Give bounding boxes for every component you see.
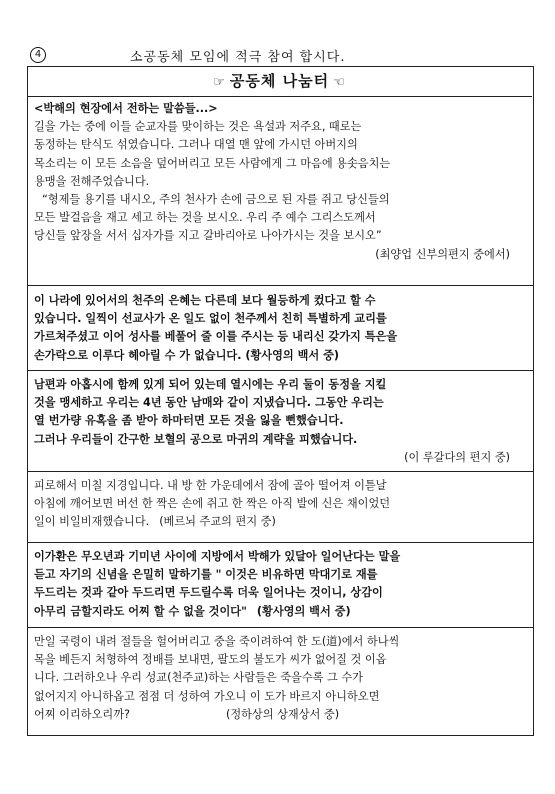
text-line: 그러나 우리들이 간구한 보혈의 공으로 마귀의 계략을 피했습니다. [34,432,358,446]
text-line: 이가환은 무오년과 기미년 사이에 지방에서 박해가 있달아 일어난다는 말을 [34,550,401,563]
text-line: 두드리는 것과 같아 두드리면 두드릴수록 더욱 일어나는 것이니, 상감이 [34,586,383,600]
quote-line: 당신들 앞장을 서서 십자가를 지고 갈바리아로 나아가시는 것을 보시오” [34,229,382,243]
text-line: 아무리 금할지라도 어찌 할 수 없을 것이다" [34,604,247,618]
quote-section-6 [34,633,528,724]
section-banner [27,66,532,97]
text-line: 목을 베든지 처형하여 정배를 보내면, 팔도의 불도가 씨가 없어질 것 이옵 [34,653,387,667]
text-line: 없어지지 아니하옵고 점점 더 성하여 가오니 이 도가 바르지 아니하오면 [34,689,380,703]
quote-section-2 [34,292,528,365]
section-divider [27,471,534,472]
page-header-title: 소공동체 모임에 적극 참여 합시다. [130,50,346,65]
pointing-hand-right-icon: ☜ [333,75,346,90]
quote-section-4 [34,477,528,532]
quote-line: “형제들 용기를 내시오, 주의 천사가 손에 금으로 된 자를 쥐고 당신들의 [42,193,390,207]
section-divider [27,285,534,286]
quote-section-3 [34,376,528,467]
text-line: 열 번가량 유혹을 좀 받아 하마터면 모든 것을 잃을 뻔했습니다. [34,414,344,428]
pointing-hand-left-icon: ☞ [213,75,226,90]
text-line: 동정하는 탄식도 섞였습니다. 그러나 대열 맨 앞에 가시던 아버지의 [34,138,358,152]
section-heading: <박해의 현장에서 전하는 말씀들...> [34,102,218,115]
quote-section-5 [34,548,528,621]
quote-line: 모든 발걸음을 재고 세고 하는 것을 보시오. 우리 주 예수 그리스도께서 [34,211,376,225]
text-line: 아침에 깨어보면 버선 한 짝은 손에 쥐고 한 짝은 아직 발에 신은 채이었던 [34,497,391,511]
source-citation: (최양업 신부의편지 중에서) [375,247,510,261]
quote-section-1 [34,100,528,264]
text-line: 남편과 아홉시에 함께 있게 되어 있는데 열시에는 우리 둘이 동정을 지킬 [34,378,387,391]
text-line: 니다. 그러하오나 우리 성교(천주교)하는 사람들은 죽을수록 그 수가 [34,671,363,685]
text-line: 길을 가는 중에 이들 순교자를 맞이하는 것은 욕설과 저주요, 때로는 [34,120,362,134]
text-line: 이 나라에 있어서의 천주의 은혜는 다른데 보다 월등하게 컸다고 할 수 [34,294,376,307]
source-citation: (황사영의 백서 중) [256,604,351,618]
section-divider [27,542,534,543]
text-line: 만일 국령이 내려 절들을 헐어버리고 중을 죽이려하여 한 도(道)에서 하나씩 [34,635,400,648]
text-line: 어찌 이리하오리까? [34,707,130,721]
text-line: 가르쳐주셨고 이어 성사를 베풀어 줄 이를 주시는 등 내리신 갖가지 특은을 [34,330,398,344]
source-citation: (정하상의 상재상서 중) [225,707,340,721]
text-line: 용맹을 전해주었습니다. [34,174,150,188]
section-divider [27,627,534,628]
text-line: 피로해서 미칠 지경입니다. 내 방 한 가운데에서 잠에 골아 떨어져 이튿날 [34,479,387,492]
text-line: 있습니다. 일찍이 선교사가 온 일도 없이 천주께서 친히 특별하게 교리를 [34,312,387,326]
text-line: 일이 비일비재했습니다. [34,515,150,529]
text-line: 목소리는 이 모든 소음을 덮어버리고 모든 사람에게 그 마음에 용솟음치는 [34,156,391,170]
source-citation: (베르뇌 주교의 편지 중) [159,515,276,529]
text-line: 것을 맹세하고 우리는 4년 동안 남매와 같이 지냈습니다. 그동안 우리는 [34,396,384,410]
source-citation: (이 루갈다의 편지 중) [404,450,510,464]
section-divider [27,370,534,371]
page-number: 4 [30,46,46,63]
text-line: 듣고 자기의 신념을 은밀히 말하기를 " 이것은 비유하면 막대기로 재를 [34,568,378,582]
text-line: 손가락으로 이루다 헤아릴 수 가 없습니다. (황사영의 백서 중) [34,348,340,362]
banner-title: 공동체 나눔터 [229,72,330,90]
